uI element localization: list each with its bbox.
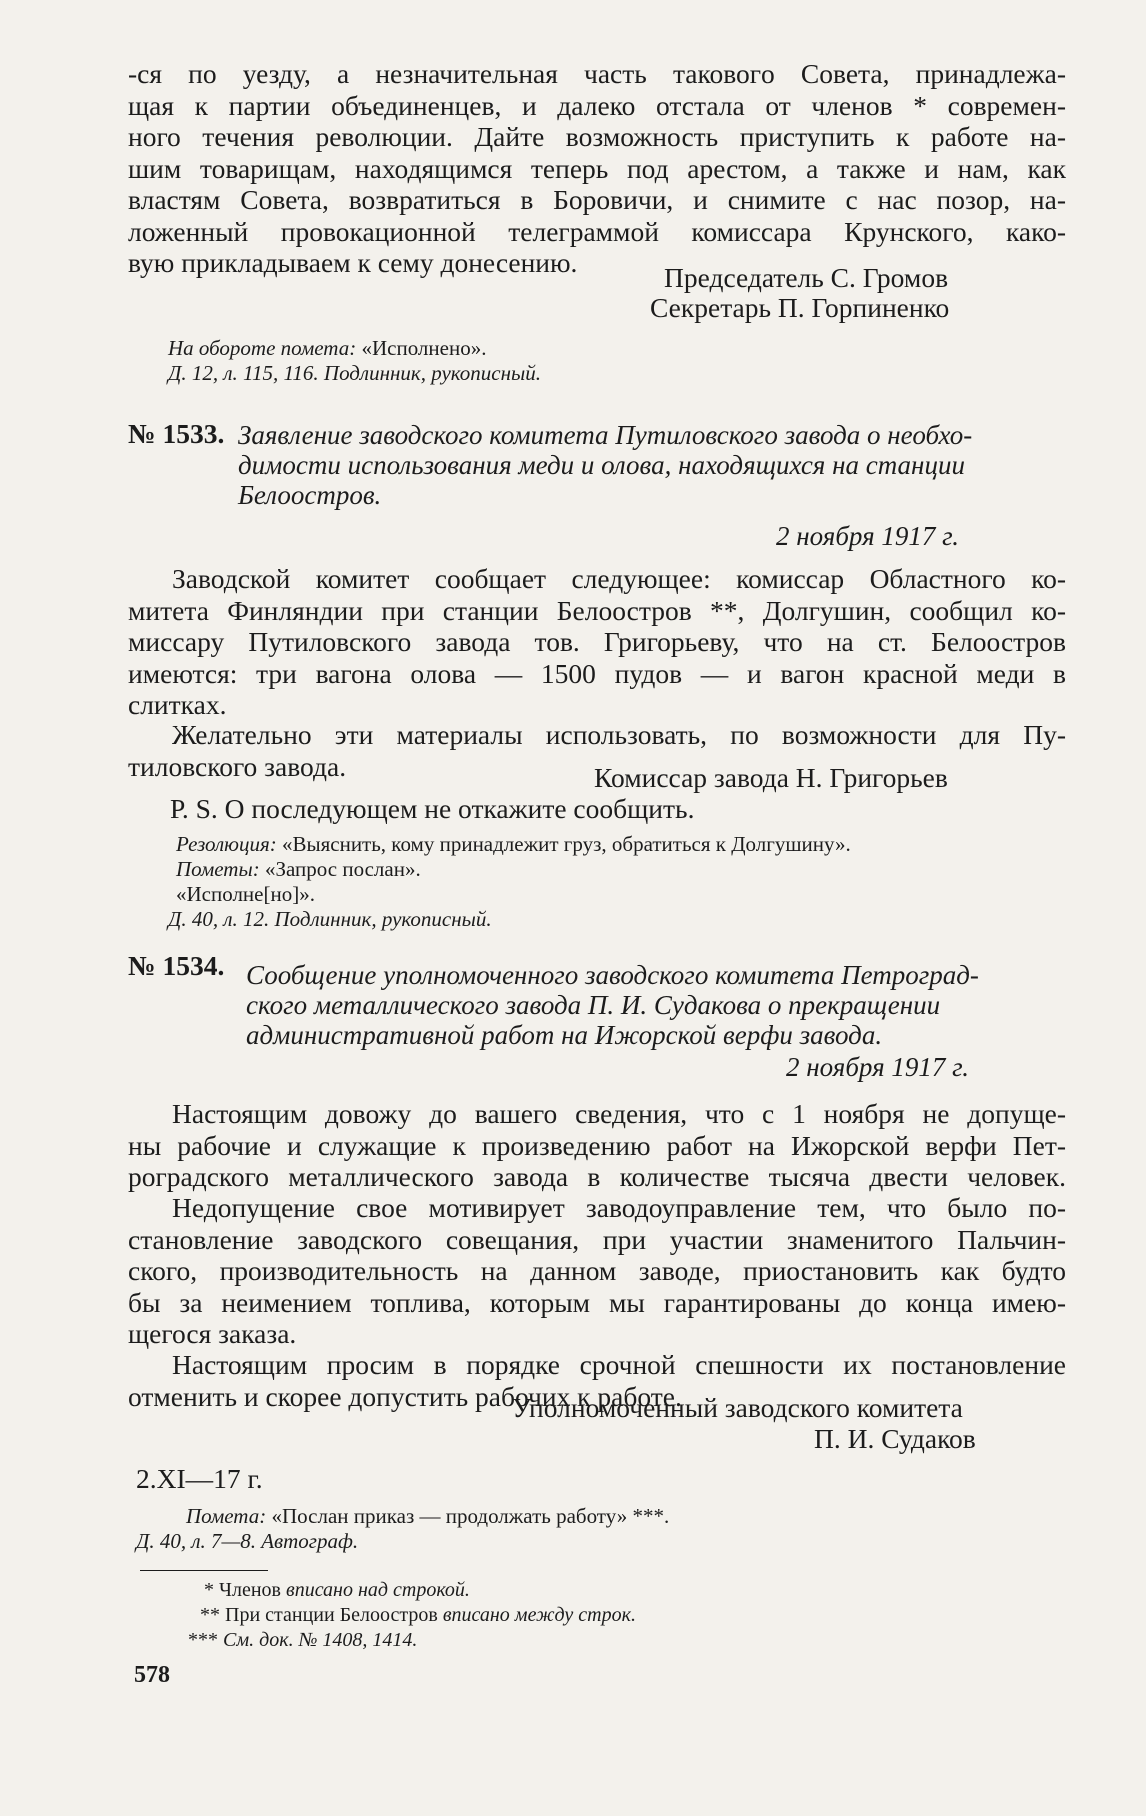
footnote: * Членов вписано над строкой.: [204, 1579, 470, 1601]
footnote: *** См. док. № 1408, 1414.: [188, 1629, 418, 1651]
signature-chairman: Председатель С. Громов: [664, 262, 949, 293]
text-line: отменить и скорее допустить рабочих к работе.: [128, 1380, 682, 1412]
archive-reference: Д. 12, л. 115, 116. Подлинник, рукописный.: [168, 361, 542, 385]
text-line: ского, производительность на данном заводе, приостановить как будто: [128, 1255, 1066, 1286]
signature-commissar: Комиссар завода Н. Григорьев: [594, 762, 948, 793]
text-line: щегося заказа.: [128, 1318, 297, 1349]
archive-note: На обороте помета: «Исполнено».: [168, 336, 487, 360]
document-number: № 1533.: [128, 418, 225, 449]
text-line: роградского металлического завода в количестве тысяча двести человек.: [128, 1161, 1066, 1192]
top-paragraph: [128, 58, 1066, 279]
text-line: Настоящим довожу до вашего сведения, что с 1 ноября не допуще-: [172, 1098, 1066, 1129]
text-line: становление заводского совещания, при участии знаменитого Пальчин-: [128, 1223, 1066, 1255]
text-line: щая к партии объединенцев, и далеко отстала от членов * современ-: [128, 89, 1066, 121]
archive-reference: Д. 40, л. 7—8. Автограф.: [136, 1529, 359, 1553]
document-number: № 1534.: [128, 950, 225, 981]
text-line: Желательно эти материалы использовать, по возможности для Пу-: [172, 719, 1066, 750]
paragraph: [128, 1098, 1066, 1193]
letter-date: 2.XI—17 г.: [136, 1463, 263, 1494]
text-line: тиловского завода.: [128, 750, 347, 782]
text-line: властям Совета, возвратиться в Боровичи, и снимите с нас позор, на-: [128, 184, 1066, 215]
text-line: Заводской комитет сообщает следующее: комиссар Областного ко-: [172, 563, 1066, 594]
text-line: Настоящим просим в порядке срочной спешности их постановление: [172, 1349, 1066, 1380]
text-line: митета Финляндии при станции Белоостров **, Долгушин, сообщил ко-: [128, 594, 1066, 626]
page-number: 578: [134, 1662, 170, 1688]
document-title: Заявление заводского комитета Путиловского завода о необхо- димости использования меди и олова, находящихся на станции Белоостров.: [238, 420, 973, 510]
paragraph: [128, 563, 1066, 721]
text-line: ны рабочие и служащие к произведению работ на Ижорской верфи Пет-: [128, 1129, 1066, 1161]
signature-name: П. И. Судаков: [814, 1423, 976, 1454]
text-line: бы за неимением топлива, которым мы гарантированы до конца имею-: [128, 1286, 1066, 1318]
text-line: ложенный провокационной телеграммой комиссара Крунского, како-: [128, 215, 1066, 247]
footnote-divider: [140, 1570, 268, 1571]
paragraph: [128, 1192, 1066, 1350]
document-date: 2 ноября 1917 г.: [776, 521, 960, 551]
text-line: миссару Путиловского завода тов. Григорьеву, что на ст. Белоостров: [128, 626, 1066, 657]
text-line: Недопущение свое мотивирует заводоуправление тем, что было по-: [172, 1192, 1066, 1223]
document-title: Сообщение уполномоченного заводского комитета Петроград- ского металлического завода П. И. Судакова о прекращении административной работ на Ижорской верфи завода.: [246, 960, 979, 1050]
document-date: 2 ноября 1917 г.: [786, 1052, 970, 1082]
footnote: ** При станции Белоостров вписано между строк.: [200, 1604, 636, 1626]
text-line: -ся по уезду, а незначительная часть таковогo Совета, принадлежа-: [128, 58, 1066, 89]
text-line: ного течения революции. Дайте возможность приступить к работе на-: [128, 121, 1066, 152]
postscript: Р. S. О последующем не откажите сообщить.: [170, 793, 695, 824]
resolution-note: Помета: «Послан приказ — продолжать работу» ***.: [186, 1504, 670, 1528]
text-line: шим товарищам, находящимся теперь под арестом, а также и нам, как: [128, 152, 1066, 184]
text-line: слитках.: [128, 689, 227, 720]
text-line: вую прикладываем к сему донесению.: [128, 247, 578, 278]
signature-title: Уполномоченный заводского комитета: [512, 1392, 963, 1423]
signature-secretary: Секретарь П. Горпиненко: [650, 292, 950, 323]
text-line: имеются: три вагона олова — 1500 пудов — и вагон красной меди в: [128, 657, 1066, 689]
resolution-notes: Резолюция: «Выяснить, кому принадлежит груз, обратиться к Долгушину». Пометы: «Запрос послан». «Исполне[но]». Д. 40, л. 12. Подлинник, рукописный.: [168, 832, 851, 931]
